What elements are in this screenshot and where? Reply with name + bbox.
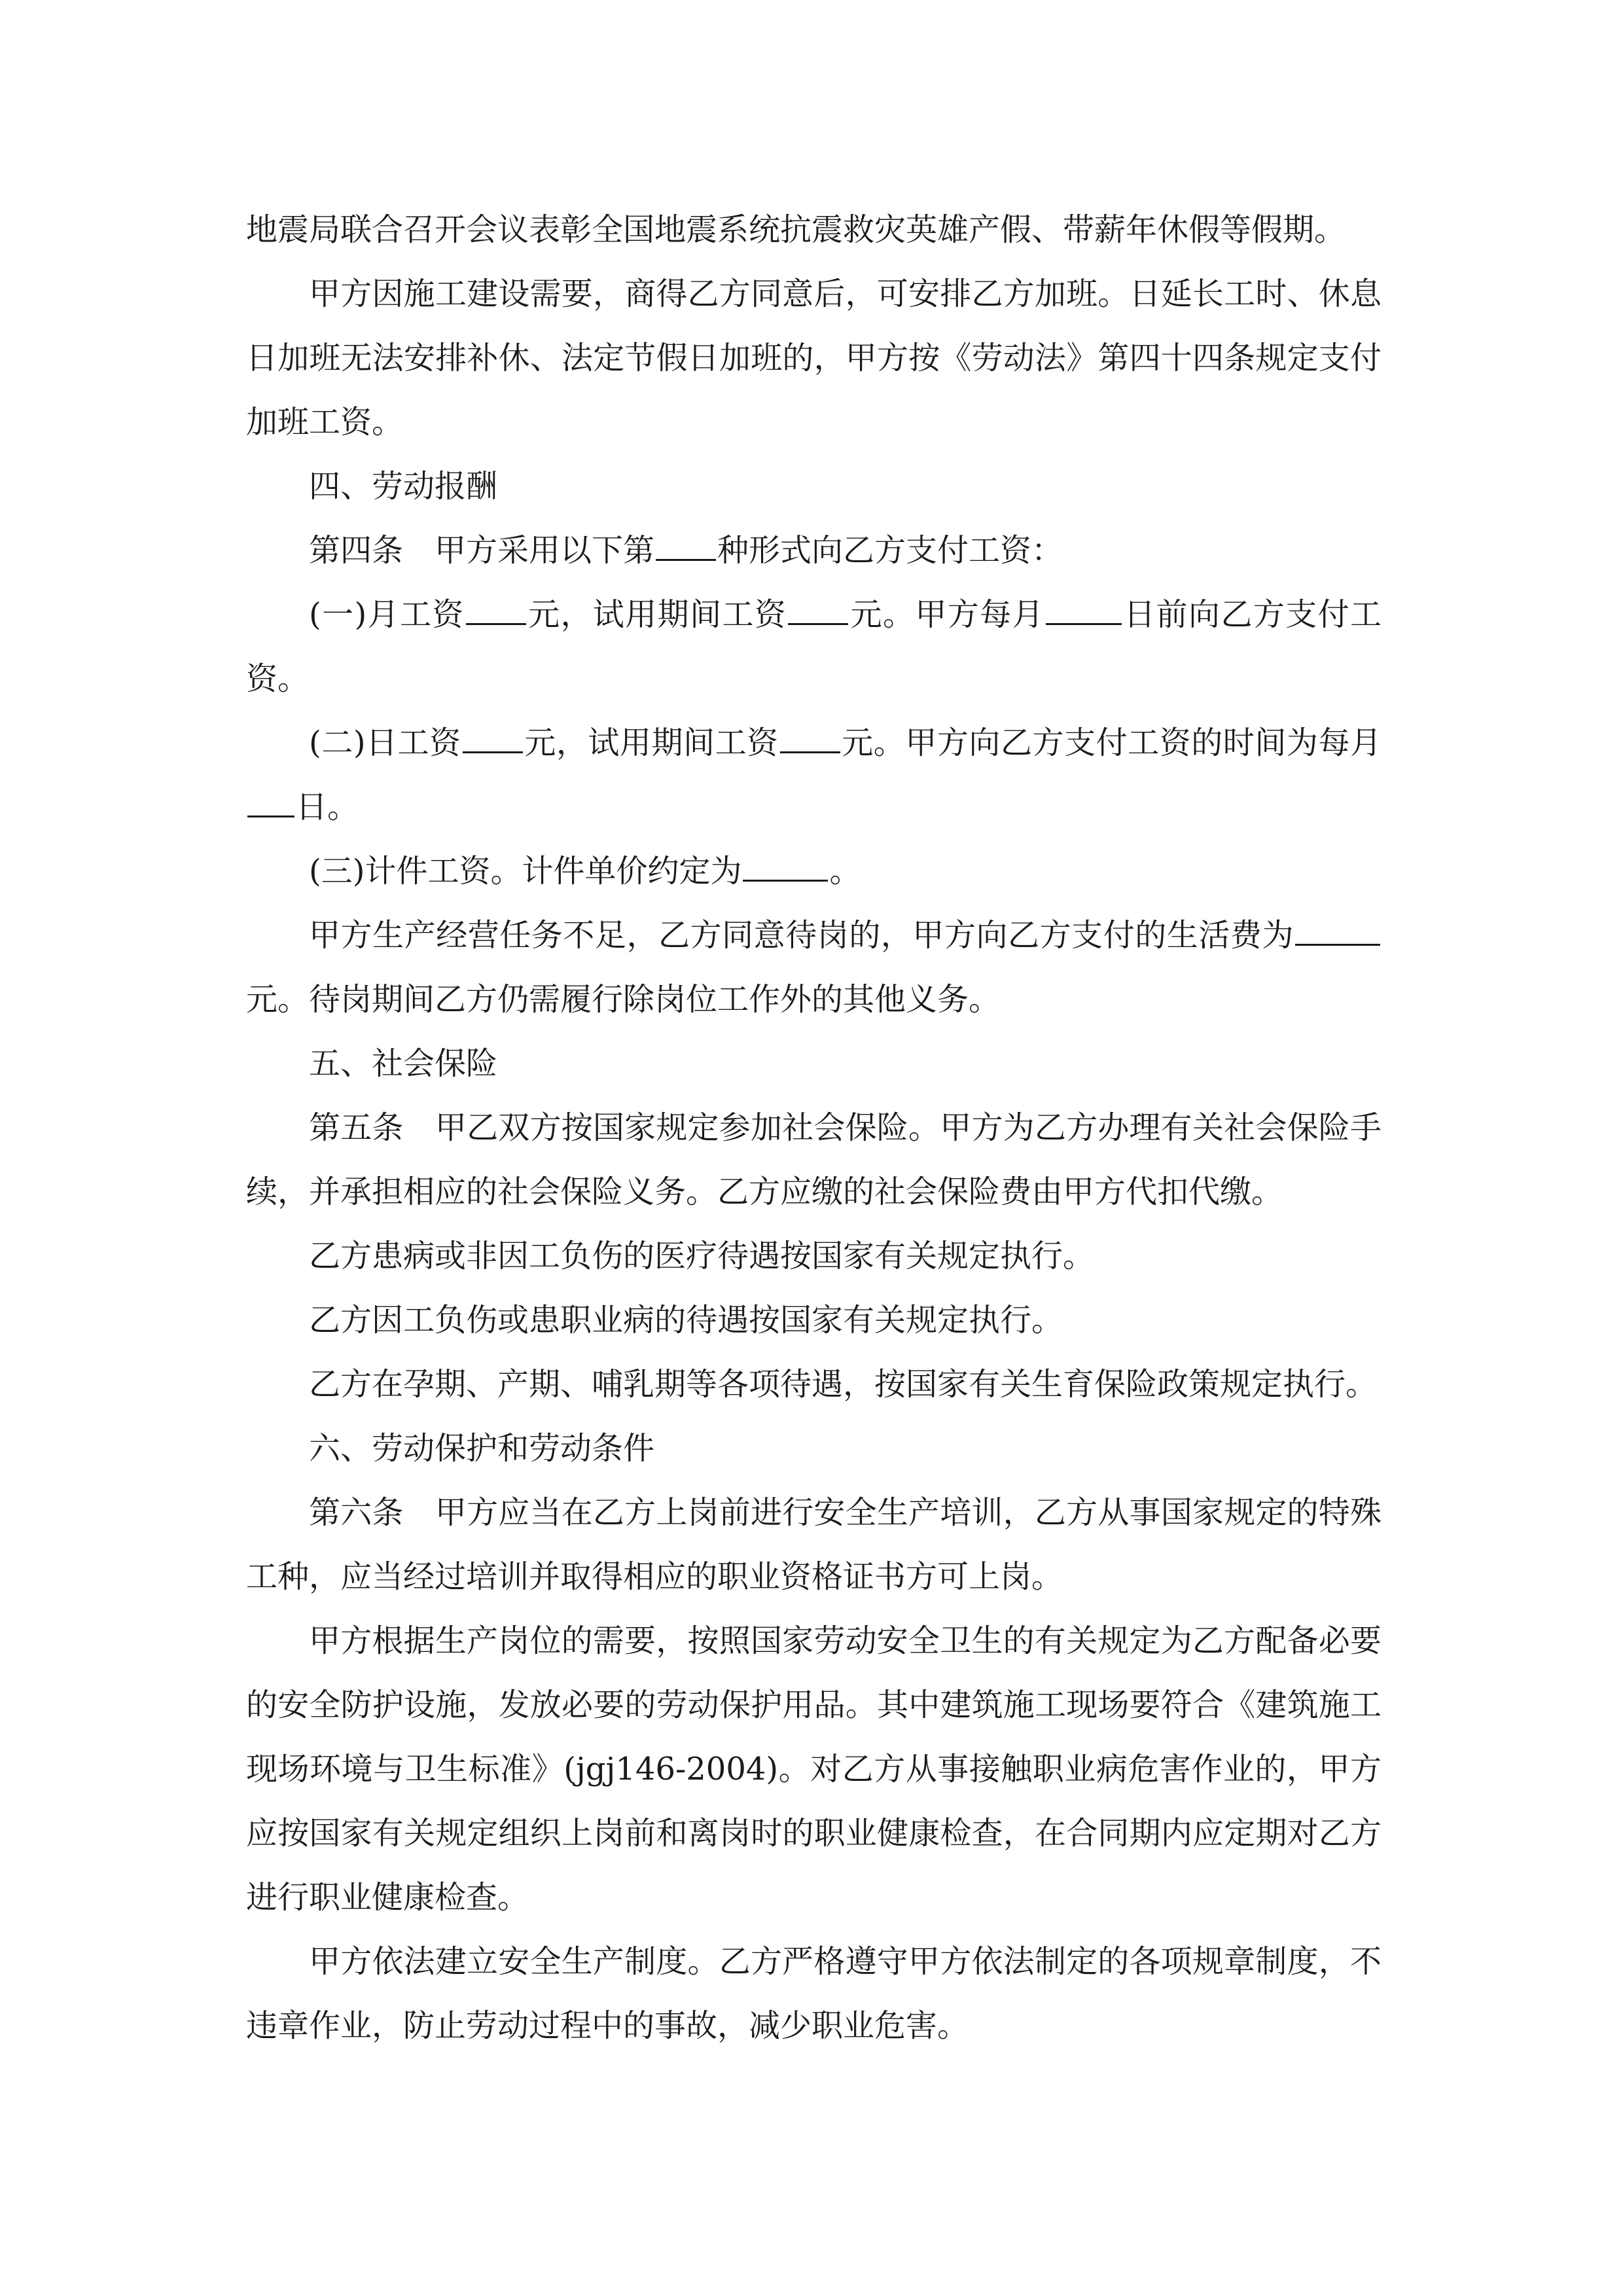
paragraph-illness-treatment: 乙方患病或非因工负伤的医疗待遇按国家有关规定执行。: [309, 1238, 1095, 1274]
paragraph-standby-allowance: 甲方生产经营任务不足，乙方同意待岗的，甲方向乙方支付的生活费为元。待岗期间乙方仍需履行除岗位工作外的其他义务。: [246, 903, 1382, 1031]
paragraph-overtime: 甲方因施工建设需要，商得乙方同意后，可安排乙方加班。日延长工时、休息日加班无法安排补休、法定节假日加班的，甲方按《劳动法》第四十四条规定支付加班工资。: [246, 276, 1382, 440]
article-5-text: 甲乙双方按国家规定参加社会保险。甲方为乙方办理有关社会保险手续，并承担相应的社会保险义务。乙方应缴的社会保险费由甲方代扣代缴。: [246, 1109, 1382, 1210]
document-body: [246, 198, 1382, 2058]
article-6-label: 第六条: [309, 1494, 404, 1531]
blank-form-number[interactable]: [656, 530, 716, 561]
article-4-label: 第四条: [309, 532, 404, 569]
blank-monthly-wage[interactable]: [466, 594, 526, 625]
section-heading-remuneration: 四、劳动报酬: [309, 468, 498, 505]
section-heading-labor-protection: 六、劳动保护和劳动条件: [309, 1430, 655, 1467]
paragraph-maternity: 乙方在孕期、产期、哺乳期等各项待遇，按国家有关生育保险政策规定执行。: [309, 1366, 1378, 1403]
blank-monthly-pay-day[interactable]: [1046, 594, 1122, 625]
blank-daily-pay-day[interactable]: [247, 787, 294, 817]
blank-standby-allowance[interactable]: [1295, 915, 1380, 946]
paragraph-daily-wage: (二)日工资 元，试用期间工资 元。甲方向乙方支付工资的时间为每月日。: [246, 711, 1382, 839]
paragraph-work-injury: 乙方因工负伤或患职业病的待遇按国家有关规定执行。: [309, 1302, 1063, 1338]
paragraph-monthly-wage: (一)月工资 元，试用期间工资 元。甲方每月 日前向乙方支付工资。: [246, 583, 1382, 711]
blank-daily-probation-wage[interactable]: [780, 723, 840, 753]
paragraph-leave-continuation: 地震局联合召开会议表彰全国地震系统抗震救灾英雄产假、带薪年休假等假期。: [246, 211, 1346, 248]
paragraph-piece-rate: (三)计件工资。计件单价约定为 。: [246, 839, 1382, 903]
article-5: [246, 1096, 1382, 1224]
article-6-text: 甲方应当在乙方上岗前进行安全生产培训，乙方从事国家规定的特殊工种，应当经过培训并取得相应的职业资格证书方可上岗。: [246, 1494, 1382, 1595]
blank-monthly-probation-wage[interactable]: [788, 594, 848, 625]
article-4-text-a: 甲方采用以下第: [435, 532, 655, 569]
article-4: [246, 518, 1382, 583]
article-6: [246, 1480, 1382, 1609]
article-4-text-b: 种形式向乙方支付工资：: [717, 532, 1063, 569]
paragraph-safety-equipment: 甲方根据生产岗位的需要，按照国家劳动安全卫生的有关规定为乙方配备必要的安全防护设施，发放必要的劳动保护用品。其中建筑施工现场要符合《建筑施工现场环境与卫生标准》(jgj146-2004)。对乙方从事接触职业病危害作业的，甲方应按国家有关规定组织上岗前和离岗时的职业健康检查，在合同期内应定期对乙方进行职业健康检查。: [246, 1623, 1382, 1916]
blank-daily-wage[interactable]: [463, 723, 523, 753]
section-heading-social-insurance: 五、社会保险: [309, 1045, 498, 1082]
blank-piece-rate[interactable]: [743, 851, 828, 882]
paragraph-safety-rules: 甲方依法建立安全生产制度。乙方严格遵守甲方依法制定的各项规章制度，不违章作业，防止劳动过程中的事故，减少职业危害。: [246, 1943, 1382, 2044]
article-5-label: 第五条: [309, 1109, 404, 1146]
